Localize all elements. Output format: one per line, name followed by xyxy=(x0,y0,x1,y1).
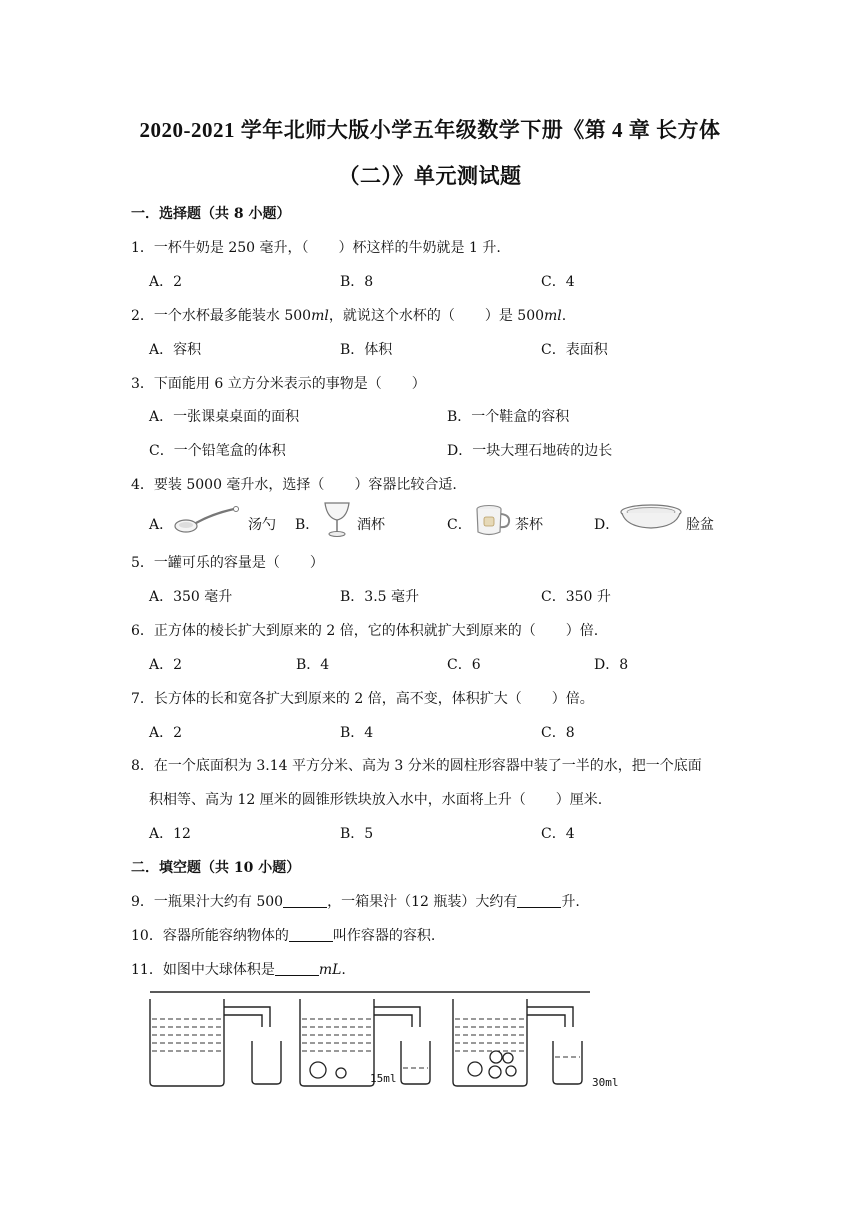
tea-cup-icon xyxy=(473,503,513,539)
q5-option-a[interactable]: A．350 毫升 xyxy=(149,589,233,605)
q7-option-b[interactable]: B．4 xyxy=(340,725,374,741)
q10-blank[interactable] xyxy=(289,927,333,942)
question-3: 3．下面能用 6 立方分米表示的事物是（ ） xyxy=(131,376,426,392)
q4-option-a[interactable]: A． xyxy=(149,517,174,533)
title-line-1: 2020-2021 学年北师大版小学五年级数学下册《第 4 章 长方体 xyxy=(139,118,721,142)
q8-option-b[interactable]: B．5 xyxy=(340,826,374,842)
q2-option-b[interactable]: B．体积 xyxy=(340,342,393,358)
wash-basin-icon xyxy=(618,503,684,533)
q2-option-a[interactable]: A．容积 xyxy=(149,342,202,358)
label-30ml: 30ml xyxy=(592,1076,619,1089)
question-4: 4．要装 5000 毫升水，选择（ ）容器比较合适. xyxy=(131,477,457,493)
question-1: 1．一杯牛奶是 250 毫升，（ ）杯这样的牛奶就是 1 升. xyxy=(131,240,501,256)
q3-option-d[interactable]: D．一块大理石地砖的边长 xyxy=(447,443,613,459)
section-heading-fill-in: 二．填空题（共 10 小题） xyxy=(131,860,301,876)
question-10: 10．容器所能容纳物体的 叫作容器的容积. xyxy=(131,928,436,944)
question-7: 7．长方体的长和宽各扩大到原来的 2 倍，高不变，体积扩大（ ）倍。 xyxy=(131,691,594,707)
question-8-line-1: 8．在一个底面积为 3.14 平方分米、高为 3 分米的圆柱形容器中装了一半的水，把一个底面 xyxy=(131,758,702,774)
section-heading-choice: 一．选择题（共 8 小题） xyxy=(131,206,291,222)
q6-option-b[interactable]: B．4 xyxy=(296,657,330,673)
q4-option-c[interactable]: C． xyxy=(447,517,472,533)
q8-option-c[interactable]: C．4 xyxy=(541,826,575,842)
q4-label-wash-basin: 脸盆 xyxy=(686,517,714,533)
q6-option-c[interactable]: C．6 xyxy=(447,657,481,673)
q6-option-d[interactable]: D．8 xyxy=(594,657,629,673)
label-15ml: 15ml xyxy=(370,1072,397,1085)
q9-blank-2[interactable] xyxy=(517,893,561,908)
q11-blank[interactable] xyxy=(275,961,319,976)
q9-blank-1[interactable] xyxy=(283,893,327,908)
q1-option-b[interactable]: B．8 xyxy=(340,274,374,290)
q4-label-spoon: 汤勺 xyxy=(248,517,276,533)
question-8-line-2: 积相等、高为 12 厘米的圆锥形铁块放入水中，水面将上升（ ）厘米. xyxy=(149,792,603,808)
q5-option-c[interactable]: C．350 升 xyxy=(541,589,611,605)
q4-label-tea-cup: 茶杯 xyxy=(515,517,543,533)
q1-option-a[interactable]: A．2 xyxy=(149,274,183,290)
q4-label-wine-glass: 酒杯 xyxy=(357,517,385,533)
title-line-2: （二）》单元测试题 xyxy=(338,164,522,188)
q1-option-c[interactable]: C．4 xyxy=(541,274,575,290)
q4-option-d[interactable]: D． xyxy=(594,517,620,533)
q3-option-a[interactable]: A．一张课桌桌面的面积 xyxy=(149,409,300,425)
q2-option-c[interactable]: C．表面积 xyxy=(541,342,608,358)
wine-glass-icon xyxy=(322,500,352,538)
q3-option-c[interactable]: C．一个铅笔盒的体积 xyxy=(149,443,286,459)
question-5: 5．一罐可乐的容量是（ ） xyxy=(131,555,324,571)
q8-option-a[interactable]: A．12 xyxy=(149,826,191,842)
q5-option-b[interactable]: B．3.5 毫升 xyxy=(340,589,420,605)
q7-option-a[interactable]: A．2 xyxy=(149,725,183,741)
question-6: 6．正方体的棱长扩大到原来的 2 倍，它的体积就扩大到原来的（ ）倍. xyxy=(131,623,599,639)
q7-option-c[interactable]: C．8 xyxy=(541,725,575,741)
overflow-container-figure xyxy=(140,985,630,1095)
spoon-icon xyxy=(172,504,244,538)
q3-option-b[interactable]: B．一个鞋盒的容积 xyxy=(447,409,570,425)
question-9: 9．一瓶果汁大约有 500 ，一箱果汁（12 瓶装）大约有 升. xyxy=(131,894,580,910)
q6-option-a[interactable]: A．2 xyxy=(149,657,183,673)
question-2: 2．一个水杯最多能装水 500ml，就说这个水杯的（ ）是 500ml. xyxy=(131,308,567,324)
q4-option-b[interactable]: B． xyxy=(295,517,320,533)
question-11: 11．如图中大球体积是 mL. xyxy=(131,962,346,978)
